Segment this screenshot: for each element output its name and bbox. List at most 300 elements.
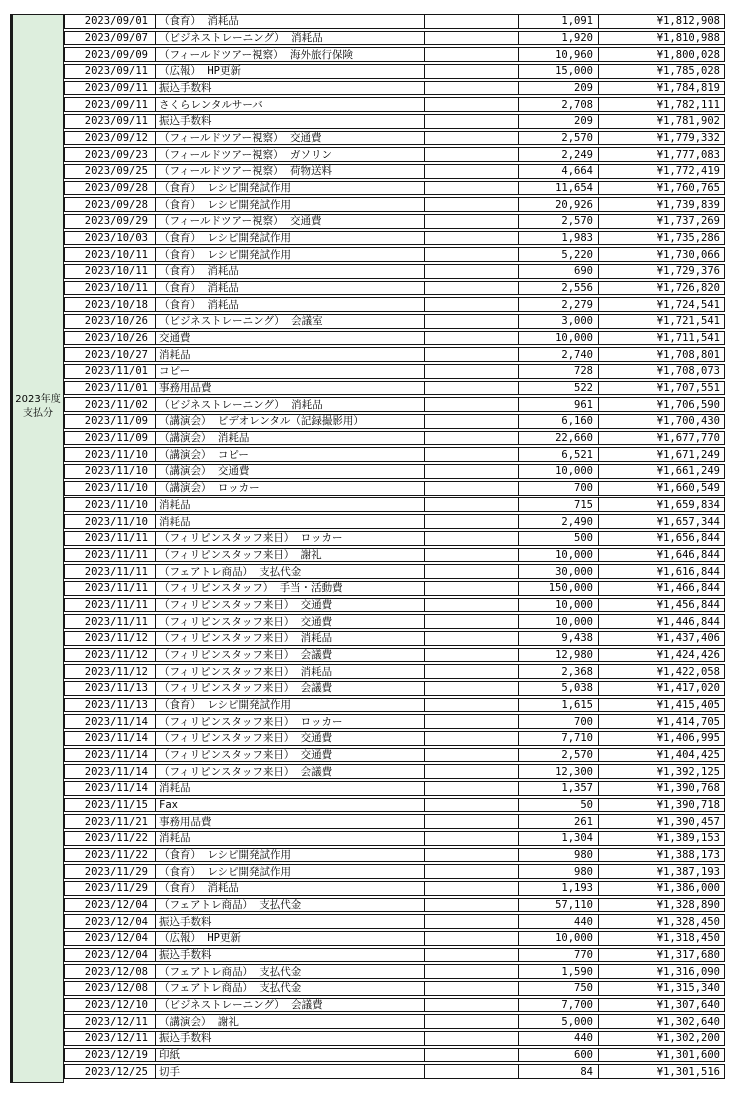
- table-row: [64, 147, 725, 162]
- balance-cell: ¥1,456,844: [656, 598, 720, 611]
- description-cell: 消耗品: [156, 832, 425, 845]
- date-cell: 2023/09/09: [65, 48, 156, 61]
- table-row: [64, 297, 725, 312]
- note-cell: [425, 549, 519, 562]
- amount-cell: 2,249: [519, 148, 599, 161]
- date-cell: 2023/11/10: [65, 498, 156, 511]
- balance-cell: ¥1,392,125: [656, 765, 720, 778]
- description-cell: （食育） 消耗品: [156, 882, 425, 895]
- table-row: [64, 281, 725, 296]
- table-row: [64, 181, 725, 196]
- table-row: [64, 864, 725, 879]
- note-cell: [425, 82, 519, 95]
- note-cell: [425, 982, 519, 995]
- description-cell: （フェアトレ商品） 支払代金: [156, 965, 425, 978]
- date-cell: 2023/11/10: [65, 482, 156, 495]
- date-cell: 2023/10/26: [65, 315, 156, 328]
- balance-cell: ¥1,422,058: [656, 665, 720, 678]
- description-cell: （ビジネストレーニング） 消耗品: [156, 398, 425, 411]
- date-cell: 2023/10/03: [65, 232, 156, 245]
- amount-cell: 7,710: [519, 732, 599, 745]
- amount-cell: 2,570: [519, 132, 599, 145]
- balance-cell: ¥1,387,193: [656, 865, 720, 878]
- description-cell: 振込手数料: [156, 915, 425, 928]
- balance-cell: ¥1,404,425: [656, 748, 720, 761]
- amount-cell: 15,000: [519, 65, 599, 78]
- balance-cell: ¥1,660,549: [656, 482, 720, 495]
- balance-cell: ¥1,729,376: [656, 265, 720, 278]
- table-row: [64, 714, 725, 729]
- amount-cell: 11,654: [519, 182, 599, 195]
- amount-cell: 2,570: [519, 749, 599, 762]
- amount-cell: 50: [519, 799, 599, 812]
- balance-cell: ¥1,737,269: [656, 215, 720, 228]
- table-row: [64, 1014, 725, 1029]
- note-cell: [425, 182, 519, 195]
- date-cell: 2023/12/04: [65, 932, 156, 945]
- balance-cell: ¥1,730,066: [656, 248, 720, 261]
- note-cell: [425, 48, 519, 61]
- balance-cell: ¥1,390,768: [656, 782, 720, 795]
- note-cell: [425, 615, 519, 628]
- amount-cell: 700: [519, 715, 599, 728]
- date-cell: 2023/11/22: [65, 849, 156, 862]
- note-cell: [425, 932, 519, 945]
- note-cell: [425, 448, 519, 461]
- balance-cell: ¥1,812,908: [656, 15, 720, 28]
- amount-cell: 5,038: [519, 682, 599, 695]
- date-cell: 2023/12/10: [65, 999, 156, 1012]
- description-cell: （講演会） 消耗品: [156, 432, 425, 445]
- date-cell: 2023/11/14: [65, 715, 156, 728]
- amount-cell: 7,700: [519, 999, 599, 1012]
- amount-cell: 209: [519, 82, 599, 95]
- amount-cell: 12,300: [519, 765, 599, 778]
- balance-cell: ¥1,724,541: [656, 298, 720, 311]
- date-cell: 2023/10/11: [65, 248, 156, 261]
- amount-cell: 10,000: [519, 465, 599, 478]
- note-cell: [425, 949, 519, 962]
- fiscal-year-label-line1: 2023年度: [15, 394, 61, 405]
- table-row: [64, 414, 725, 429]
- amount-cell: 6,521: [519, 448, 599, 461]
- amount-cell: 10,000: [519, 615, 599, 628]
- amount-cell: 500: [519, 532, 599, 545]
- balance-cell: ¥1,810,988: [656, 32, 720, 45]
- description-cell: （フィリピンスタッフ来日） 会議費: [156, 682, 425, 695]
- description-cell: 振込手数料: [156, 115, 425, 128]
- description-cell: 振込手数料: [156, 949, 425, 962]
- balance-cell: ¥1,800,028: [656, 48, 720, 61]
- amount-cell: 5,220: [519, 248, 599, 261]
- date-cell: 2023/10/27: [65, 348, 156, 361]
- table-row: [64, 31, 725, 46]
- balance-cell: ¥1,656,844: [656, 532, 720, 545]
- description-cell: （講演会） コピー: [156, 448, 425, 461]
- balance-cell: ¥1,700,430: [656, 415, 720, 428]
- date-cell: 2023/11/10: [65, 448, 156, 461]
- date-cell: 2023/11/11: [65, 615, 156, 628]
- date-cell: 2023/10/11: [65, 282, 156, 295]
- table-row: [64, 331, 725, 346]
- note-cell: [425, 148, 519, 161]
- balance-cell: ¥1,386,000: [656, 882, 720, 895]
- note-cell: [425, 365, 519, 378]
- description-cell: （食育） レシピ開発試作用: [156, 865, 425, 878]
- amount-cell: 522: [519, 382, 599, 395]
- description-cell: （フィリピンスタッフ来日） 謝礼: [156, 549, 425, 562]
- table-row: [64, 764, 725, 779]
- balance-cell: ¥1,777,083: [656, 148, 720, 161]
- balance-cell: ¥1,317,680: [656, 948, 720, 961]
- description-cell: 消耗品: [156, 782, 425, 795]
- amount-cell: 9,438: [519, 632, 599, 645]
- date-cell: 2023/09/11: [65, 115, 156, 128]
- description-cell: （フィリピンスタッフ） 手当・活動費: [156, 582, 425, 595]
- note-cell: [425, 682, 519, 695]
- note-cell: [425, 215, 519, 228]
- note-cell: [425, 1049, 519, 1062]
- balance-cell: ¥1,782,111: [656, 98, 720, 111]
- note-cell: [425, 565, 519, 578]
- date-cell: 2023/11/13: [65, 699, 156, 712]
- description-cell: （フィールドツアー視察） 荷物送料: [156, 165, 425, 178]
- amount-cell: 2,490: [519, 515, 599, 528]
- amount-cell: 57,110: [519, 899, 599, 912]
- date-cell: 2023/09/12: [65, 132, 156, 145]
- balance-cell: ¥1,302,200: [656, 1032, 720, 1045]
- note-cell: [425, 315, 519, 328]
- amount-cell: 2,740: [519, 348, 599, 361]
- description-cell: 消耗品: [156, 348, 425, 361]
- balance-cell: ¥1,772,419: [656, 165, 720, 178]
- balance-cell: ¥1,437,406: [656, 632, 720, 645]
- description-cell: （フェアトレ商品） 支払代金: [156, 899, 425, 912]
- table-row: [64, 614, 725, 629]
- date-cell: 2023/11/09: [65, 432, 156, 445]
- table-row: [64, 447, 725, 462]
- table-row: [64, 1048, 725, 1063]
- note-cell: [425, 248, 519, 261]
- description-cell: （食育） レシピ開発試作用: [156, 232, 425, 245]
- balance-cell: ¥1,415,405: [656, 698, 720, 711]
- table-row: [64, 114, 725, 129]
- balance-cell: ¥1,406,995: [656, 732, 720, 745]
- date-cell: 2023/12/11: [65, 1015, 156, 1028]
- note-cell: [425, 832, 519, 845]
- note-cell: [425, 98, 519, 111]
- date-cell: 2023/12/11: [65, 1032, 156, 1045]
- description-cell: Fax: [156, 799, 425, 812]
- balance-cell: ¥1,318,450: [656, 932, 720, 945]
- description-cell: 振込手数料: [156, 1032, 425, 1045]
- balance-cell: ¥1,735,286: [656, 232, 720, 245]
- description-cell: （講演会） 謝礼: [156, 1015, 425, 1028]
- table-row: [64, 848, 725, 863]
- date-cell: 2023/11/21: [65, 815, 156, 828]
- note-cell: [425, 398, 519, 411]
- balance-cell: ¥1,315,340: [656, 982, 720, 995]
- amount-cell: 1,615: [519, 699, 599, 712]
- description-cell: （フィールドツアー視察） 海外旅行保険: [156, 48, 425, 61]
- note-cell: [425, 515, 519, 528]
- table-row: [64, 748, 725, 763]
- table-row: [64, 314, 725, 329]
- amount-cell: 1,357: [519, 782, 599, 795]
- description-cell: （フィリピンスタッフ来日） 交通費: [156, 749, 425, 762]
- date-cell: 2023/09/25: [65, 165, 156, 178]
- table-row: [64, 581, 725, 596]
- note-cell: [425, 165, 519, 178]
- date-cell: 2023/10/26: [65, 332, 156, 345]
- note-cell: [425, 15, 519, 28]
- amount-cell: 2,368: [519, 665, 599, 678]
- balance-cell: ¥1,784,819: [656, 82, 720, 95]
- amount-cell: 209: [519, 115, 599, 128]
- amount-cell: 1,304: [519, 832, 599, 845]
- date-cell: 2023/11/14: [65, 749, 156, 762]
- fiscal-year-cell: [10, 14, 64, 1083]
- date-cell: 2023/11/14: [65, 782, 156, 795]
- note-cell: [425, 899, 519, 912]
- note-cell: [425, 632, 519, 645]
- table-row: [64, 197, 725, 212]
- amount-cell: 2,556: [519, 282, 599, 295]
- balance-cell: ¥1,706,590: [656, 398, 720, 411]
- balance-cell: ¥1,414,705: [656, 715, 720, 728]
- date-cell: 2023/11/11: [65, 532, 156, 545]
- amount-cell: 3,000: [519, 315, 599, 328]
- balance-cell: ¥1,417,020: [656, 682, 720, 695]
- description-cell: （講演会） 交通費: [156, 465, 425, 478]
- table-row: [64, 648, 725, 663]
- amount-cell: 6,160: [519, 415, 599, 428]
- table-row: [64, 914, 725, 929]
- date-cell: 2023/09/11: [65, 65, 156, 78]
- table-row: [64, 664, 725, 679]
- description-cell: （フェアトレ商品） 支払代金: [156, 565, 425, 578]
- note-cell: [425, 582, 519, 595]
- balance-cell: ¥1,781,902: [656, 115, 720, 128]
- description-cell: （フィリピンスタッフ来日） ロッカー: [156, 715, 425, 728]
- note-cell: [425, 432, 519, 445]
- note-cell: [425, 765, 519, 778]
- amount-cell: 5,000: [519, 1015, 599, 1028]
- description-cell: （食育） レシピ開発試作用: [156, 699, 425, 712]
- table-row: [64, 381, 725, 396]
- fiscal-year-label: [13, 393, 63, 421]
- amount-cell: 10,000: [519, 549, 599, 562]
- description-cell: （フィリピンスタッフ来日） 交通費: [156, 599, 425, 612]
- amount-cell: 30,000: [519, 565, 599, 578]
- description-cell: （食育） レシピ開発試作用: [156, 182, 425, 195]
- table-row: [64, 998, 725, 1013]
- amount-cell: 10,000: [519, 932, 599, 945]
- description-cell: （食育） レシピ開発試作用: [156, 248, 425, 261]
- date-cell: 2023/10/18: [65, 298, 156, 311]
- amount-cell: 10,960: [519, 48, 599, 61]
- date-cell: 2023/11/13: [65, 682, 156, 695]
- date-cell: 2023/11/29: [65, 865, 156, 878]
- note-cell: [425, 999, 519, 1012]
- note-cell: [425, 599, 519, 612]
- balance-cell: ¥1,390,457: [656, 815, 720, 828]
- date-cell: 2023/12/04: [65, 915, 156, 928]
- table-row: [64, 464, 725, 479]
- balance-cell: ¥1,779,332: [656, 132, 720, 145]
- balance-cell: ¥1,316,090: [656, 965, 720, 978]
- table-row: [64, 548, 725, 563]
- description-cell: （フィールドツアー視察） 交通費: [156, 215, 425, 228]
- amount-cell: 1,983: [519, 232, 599, 245]
- description-cell: （フィリピンスタッフ来日） 会議費: [156, 765, 425, 778]
- note-cell: [425, 132, 519, 145]
- date-cell: 2023/11/14: [65, 732, 156, 745]
- description-cell: （ビジネストレーニング） 消耗品: [156, 32, 425, 45]
- note-cell: [425, 815, 519, 828]
- balance-cell: ¥1,446,844: [656, 615, 720, 628]
- date-cell: 2023/11/09: [65, 415, 156, 428]
- note-cell: [425, 498, 519, 511]
- table-row: [64, 47, 725, 62]
- note-cell: [425, 115, 519, 128]
- amount-cell: 1,091: [519, 15, 599, 28]
- note-cell: [425, 298, 519, 311]
- note-cell: [425, 532, 519, 545]
- date-cell: 2023/12/04: [65, 899, 156, 912]
- note-cell: [425, 382, 519, 395]
- note-cell: [425, 415, 519, 428]
- balance-cell: ¥1,466,844: [656, 582, 720, 595]
- note-cell: [425, 1032, 519, 1045]
- description-cell: （広報） HP更新: [156, 65, 425, 78]
- note-cell: [425, 1065, 519, 1078]
- balance-cell: ¥1,646,844: [656, 548, 720, 561]
- description-cell: （フィリピンスタッフ来日） 交通費: [156, 732, 425, 745]
- table-row: [64, 164, 725, 179]
- note-cell: [425, 232, 519, 245]
- balance-cell: ¥1,328,890: [656, 898, 720, 911]
- ledger-table: [64, 14, 725, 1081]
- date-cell: 2023/12/19: [65, 1049, 156, 1062]
- amount-cell: 10,000: [519, 599, 599, 612]
- table-row: [64, 881, 725, 896]
- description-cell: コピー: [156, 365, 425, 378]
- table-row: [64, 964, 725, 979]
- amount-cell: 261: [519, 815, 599, 828]
- description-cell: 振込手数料: [156, 82, 425, 95]
- balance-cell: ¥1,390,718: [656, 798, 720, 811]
- description-cell: （講演会） ビデオレンタル（記録撮影用）: [156, 415, 425, 428]
- amount-cell: 980: [519, 865, 599, 878]
- amount-cell: 12,980: [519, 649, 599, 662]
- table-row: [64, 364, 725, 379]
- date-cell: 2023/11/01: [65, 365, 156, 378]
- description-cell: （フィールドツアー視察） 交通費: [156, 132, 425, 145]
- balance-cell: ¥1,677,770: [656, 432, 720, 445]
- table-row: [64, 814, 725, 829]
- note-cell: [425, 749, 519, 762]
- table-row: [64, 931, 725, 946]
- date-cell: 2023/09/11: [65, 98, 156, 111]
- date-cell: 2023/11/11: [65, 565, 156, 578]
- date-cell: 2023/12/25: [65, 1065, 156, 1078]
- amount-cell: 961: [519, 398, 599, 411]
- description-cell: 印紙: [156, 1049, 425, 1062]
- table-row: [64, 898, 725, 913]
- table-row: [64, 631, 725, 646]
- description-cell: （フィリピンスタッフ来日） 消耗品: [156, 632, 425, 645]
- description-cell: 消耗品: [156, 515, 425, 528]
- note-cell: [425, 665, 519, 678]
- note-cell: [425, 265, 519, 278]
- amount-cell: 2,279: [519, 298, 599, 311]
- amount-cell: 2,570: [519, 215, 599, 228]
- table-row: [64, 514, 725, 529]
- table-row: [64, 798, 725, 813]
- date-cell: 2023/09/28: [65, 182, 156, 195]
- note-cell: [425, 65, 519, 78]
- balance-cell: ¥1,721,541: [656, 315, 720, 328]
- table-row: [64, 64, 725, 79]
- note-cell: [425, 649, 519, 662]
- note-cell: [425, 865, 519, 878]
- balance-cell: ¥1,760,765: [656, 182, 720, 195]
- description-cell: （食育） レシピ開発試作用: [156, 198, 425, 211]
- amount-cell: 10,000: [519, 332, 599, 345]
- table-row: [64, 1031, 725, 1046]
- date-cell: 2023/11/11: [65, 599, 156, 612]
- balance-cell: ¥1,657,344: [656, 515, 720, 528]
- date-cell: 2023/11/11: [65, 549, 156, 562]
- amount-cell: 20,926: [519, 198, 599, 211]
- amount-cell: 1,590: [519, 965, 599, 978]
- amount-cell: 600: [519, 1049, 599, 1062]
- note-cell: [425, 732, 519, 745]
- amount-cell: 22,660: [519, 432, 599, 445]
- date-cell: 2023/11/14: [65, 765, 156, 778]
- note-cell: [425, 198, 519, 211]
- table-row: [64, 247, 725, 262]
- balance-cell: ¥1,328,450: [656, 915, 720, 928]
- note-cell: [425, 348, 519, 361]
- table-row: [64, 948, 725, 963]
- balance-cell: ¥1,302,640: [656, 1015, 720, 1028]
- date-cell: 2023/11/12: [65, 665, 156, 678]
- amount-cell: 728: [519, 365, 599, 378]
- balance-cell: ¥1,785,028: [656, 65, 720, 78]
- description-cell: さくらレンタルサーバ: [156, 98, 425, 111]
- note-cell: [425, 799, 519, 812]
- table-row: [64, 397, 725, 412]
- date-cell: 2023/12/04: [65, 949, 156, 962]
- amount-cell: 690: [519, 265, 599, 278]
- description-cell: （食育） 消耗品: [156, 298, 425, 311]
- balance-cell: ¥1,301,600: [656, 1049, 720, 1061]
- date-cell: 2023/11/01: [65, 382, 156, 395]
- fiscal-year-label-line2: 支払分: [23, 408, 53, 419]
- description-cell: 事務用品費: [156, 382, 425, 395]
- date-cell: 2023/12/08: [65, 965, 156, 978]
- balance-cell: ¥1,671,249: [656, 448, 720, 461]
- balance-cell: ¥1,726,820: [656, 282, 720, 295]
- description-cell: （フィリピンスタッフ来日） 交通費: [156, 615, 425, 628]
- table-row: [64, 481, 725, 496]
- balance-cell: ¥1,389,153: [656, 832, 720, 845]
- balance-cell: ¥1,388,173: [656, 848, 720, 861]
- balance-cell: ¥1,616,844: [656, 565, 720, 578]
- amount-cell: 700: [519, 482, 599, 495]
